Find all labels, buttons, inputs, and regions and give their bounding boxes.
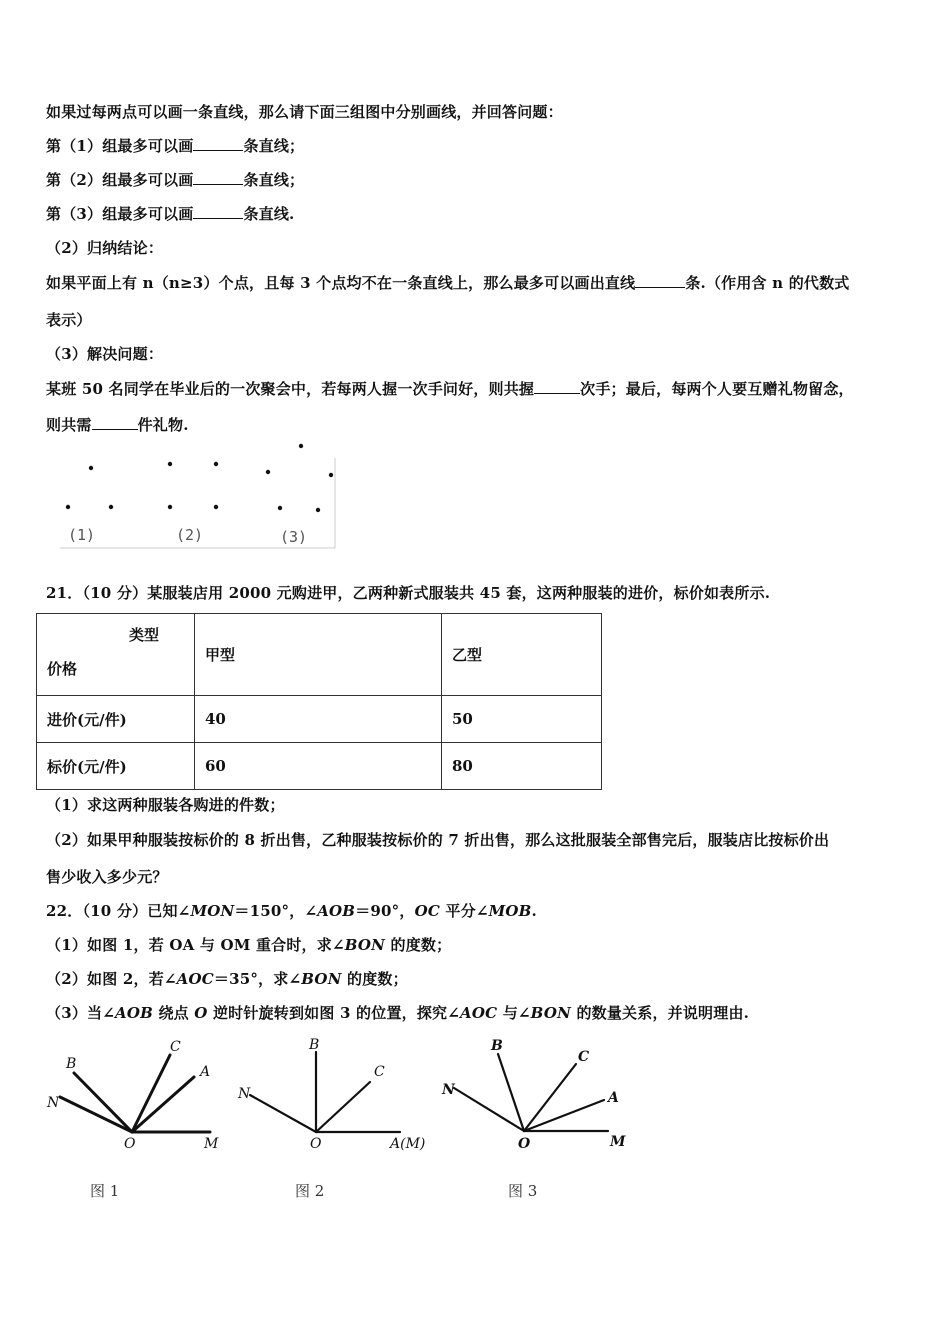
corner-type-label: 类型 xyxy=(129,626,160,644)
angle-figure-2 xyxy=(230,1030,440,1205)
q21-sub2-end: 售少收入多少元？ xyxy=(46,868,168,886)
figure-caption: 图 2 xyxy=(295,1182,325,1200)
point xyxy=(316,508,320,512)
label-B: B xyxy=(66,1056,77,1072)
table-row xyxy=(37,614,602,696)
q2-line: 第（2）组最多可以画 条直线； xyxy=(46,171,305,189)
intro-text: 如果过每两点可以画一条直线，那么请下面三组图中分别画线，并回答问题： xyxy=(46,103,563,121)
table-cell: 80 xyxy=(442,743,602,790)
label-N: N xyxy=(442,1082,455,1098)
answer-blank[interactable] xyxy=(193,136,243,151)
point xyxy=(66,505,70,509)
figure-caption: 图 3 xyxy=(508,1182,538,1200)
ray-ON xyxy=(454,1088,524,1131)
q22-sub1: （1）如图 1，若 OA 与 OM 重合时，求∠BON 的度数； xyxy=(46,936,452,954)
point xyxy=(266,470,270,474)
table-cell: 50 xyxy=(442,696,602,743)
conclusion-line: 如果平面上有 n（n≥3）个点，且每 3 个点均不在一条直线上，那么最多可以画出直线 条.（作用含 n 的代数式 xyxy=(46,274,850,292)
q21-sub2: （2）如果甲种服装按标价的 8 折出售，乙种服装按标价的 7 折出售，那么这批服装全部售完后，服装店比按标价出 xyxy=(46,831,830,849)
q3-line: 第（3）组最多可以画 条直线. xyxy=(46,205,295,223)
figure-label-1: (1) xyxy=(68,526,96,544)
point xyxy=(214,505,218,509)
label-C: C xyxy=(578,1049,590,1065)
label-AM: A(M) xyxy=(390,1136,426,1152)
label-B: B xyxy=(491,1038,503,1054)
q21-sub1: （1）求这两种服装各购进的件数； xyxy=(46,796,285,814)
q22-stem: 22．（10 分）已知∠MON＝150°，∠AOB＝90°，OC 平分∠MOB. xyxy=(46,902,537,920)
label-O: O xyxy=(518,1136,531,1152)
dot-figures xyxy=(56,440,346,552)
answer-blank[interactable] xyxy=(193,204,243,219)
row-label: 进价(元/件) xyxy=(37,696,195,743)
point xyxy=(168,505,172,509)
ray-OC xyxy=(316,1082,370,1132)
label-O: O xyxy=(310,1136,322,1152)
figure-label-2: (2) xyxy=(176,526,204,544)
problem-line: 某班 50 名同学在毕业后的一次聚会中，若每两人握一次手问好，则共握 次手；最后，每两个人要互赠礼物留念， xyxy=(46,380,854,398)
point xyxy=(299,444,303,448)
ray-ON xyxy=(60,1097,132,1132)
conclusion-end: 表示） xyxy=(46,311,92,329)
label-A: A xyxy=(200,1064,211,1080)
answer-blank[interactable] xyxy=(635,273,685,288)
q22-sub3: （3）当∠AOB 绕点 O 逆时针旋转到如图 3 的位置，探究∠AOC 与∠BON 的数量关系，并说明理由. xyxy=(46,1004,750,1022)
label-N: N xyxy=(47,1095,60,1111)
answer-blank[interactable] xyxy=(534,379,580,394)
ray-OB xyxy=(498,1054,524,1131)
table-corner-cell xyxy=(37,614,195,696)
col-header-yi: 乙型 xyxy=(442,614,602,696)
q1-line: 第（1）组最多可以画 条直线； xyxy=(46,137,305,155)
point xyxy=(168,462,172,466)
angle-figure-1 xyxy=(40,1035,240,1205)
ray-OC xyxy=(132,1055,170,1132)
table-row xyxy=(37,696,602,743)
q22-sub2: （2）如图 2，若∠AOC＝35°，求∠BON 的度数； xyxy=(46,970,408,988)
col-header-jia: 甲型 xyxy=(195,614,442,696)
point xyxy=(278,506,282,510)
q21-stem: 21．（10 分）某服装店用 2000 元购进甲，乙两种新式服装共 45 套，这两种服装的进价，标价如表所示. xyxy=(46,584,771,602)
corner-price-label: 价格 xyxy=(47,660,78,678)
point xyxy=(89,466,93,470)
label-A: A xyxy=(608,1090,619,1106)
problem-line-2: 则共需 件礼物. xyxy=(46,416,189,434)
label-M: M xyxy=(204,1136,219,1152)
sub2-heading: （2）归纳结论： xyxy=(46,239,164,257)
point xyxy=(109,505,113,509)
figure-label-3: (3) xyxy=(280,528,308,546)
answer-blank[interactable] xyxy=(92,415,138,430)
point xyxy=(329,473,333,477)
figure-caption: 图 1 xyxy=(90,1182,120,1200)
ray-OA xyxy=(132,1077,194,1132)
row-label: 标价(元/件) xyxy=(37,743,195,790)
label-C: C xyxy=(170,1039,181,1055)
angle-figure-3 xyxy=(436,1030,646,1205)
sub3-heading: （3）解决问题： xyxy=(46,345,164,363)
ray-OB xyxy=(74,1073,132,1132)
label-O: O xyxy=(124,1136,136,1152)
answer-blank[interactable] xyxy=(193,170,243,185)
label-B: B xyxy=(309,1037,320,1053)
table-row xyxy=(37,743,602,790)
table-cell: 60 xyxy=(195,743,442,790)
table-cell: 40 xyxy=(195,696,442,743)
label-N: N xyxy=(238,1086,251,1102)
price-table xyxy=(36,613,602,790)
ray-ON xyxy=(250,1095,316,1132)
point xyxy=(214,462,218,466)
label-C: C xyxy=(374,1064,385,1080)
label-M: M xyxy=(610,1134,626,1150)
